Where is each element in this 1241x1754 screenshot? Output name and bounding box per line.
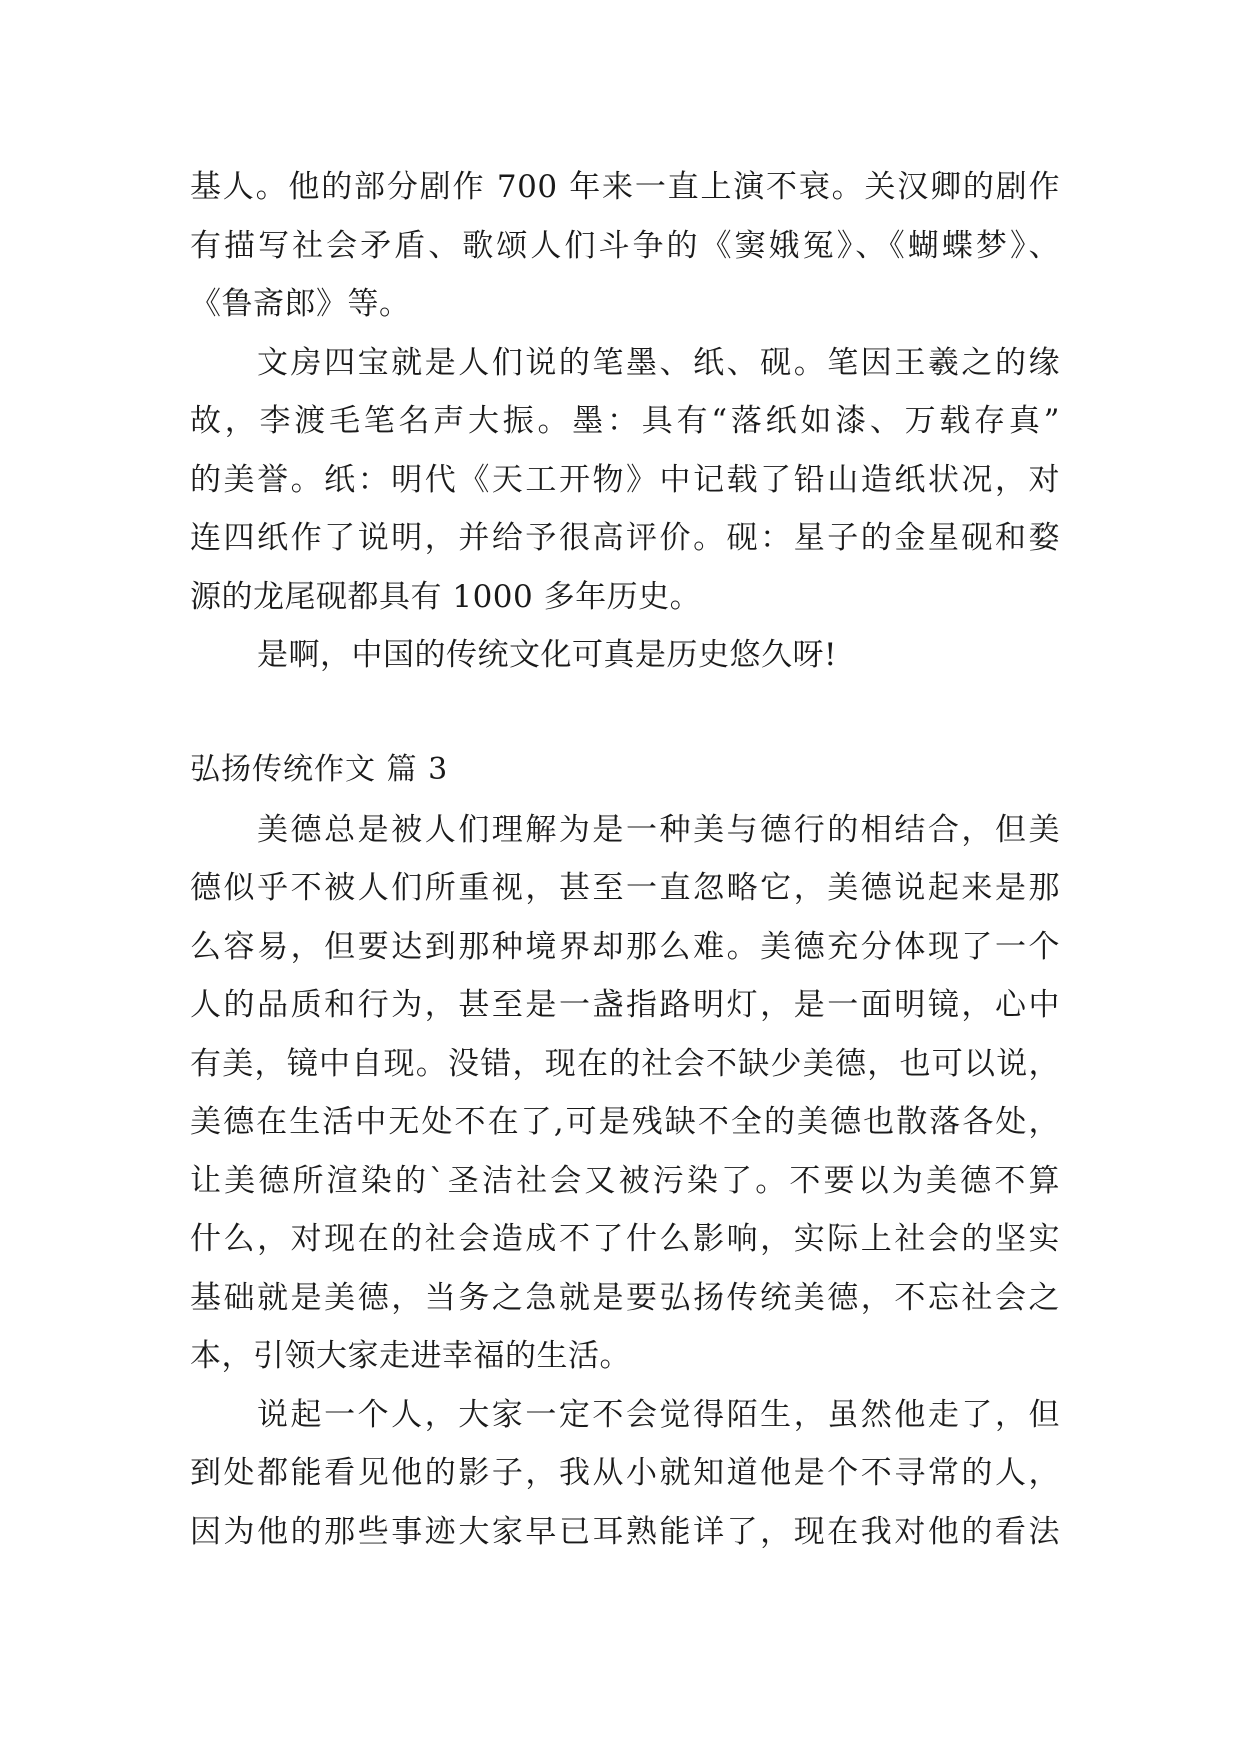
text-line: 人的品质和行为，甚至是一盏指路明灯，是一面明镜，心中 — [190, 987, 1060, 1023]
text-line: 的美誉。纸：明代《天工开物》中记载了铅山造纸状况，对 — [190, 462, 1060, 498]
text-line: 本，引领大家走进幸福的生活。 — [190, 1338, 631, 1374]
text-line: 德似乎不被人们所重视，甚至一直忽略它，美德说起来是那 — [190, 870, 1060, 906]
text-line: 故，李渡毛笔名声大振。墨：具有“落纸如漆、万载存真” — [190, 403, 1060, 439]
text-line: 《鲁斋郎》等。 — [190, 286, 411, 322]
text-line: 美德在生活中无处不在了,可是残缺不全的美德也散落各处， — [190, 1104, 1060, 1140]
text-line: 让美德所渲染的`圣洁社会又被污染了。不要以为美德不算 — [190, 1163, 1060, 1199]
text-line: 到处都能看见他的影子，我从小就知道他是个不寻常的人， — [190, 1455, 1060, 1491]
text-line: 文房四宝就是人们说的笔墨、纸、砚。笔因王羲之的缘 — [257, 345, 1060, 381]
text-line: 连四纸作了说明，并给予很高评价。砚：星子的金星砚和婺 — [190, 520, 1060, 556]
text-line: 基人。他的部分剧作 700 年来一直上演不衰。关汉卿的剧作 — [190, 169, 1060, 205]
text-line: 有美，镜中自现。没错，现在的社会不缺少美德，也可以说， — [190, 1046, 1060, 1082]
text-line: 美德总是被人们理解为是一种美与德行的相结合，但美 — [257, 812, 1060, 848]
text-line: 基础就是美德，当务之急就是要弘扬传统美德，不忘社会之 — [190, 1280, 1060, 1316]
section-heading: 弘扬传统作文 篇 3 — [190, 752, 449, 787]
text-line: 是啊，中国的传统文化可真是历史悠久呀! — [257, 637, 837, 673]
text-line: 说起一个人，大家一定不会觉得陌生，虽然他走了，但 — [257, 1397, 1060, 1433]
text-line: 什么，对现在的社会造成不了什么影响，实际上社会的坚实 — [190, 1221, 1060, 1257]
text-line: 因为他的那些事迹大家早已耳熟能详了，现在我对他的看法 — [190, 1514, 1060, 1550]
text-line: 有描写社会矛盾、歌颂人们斗争的《窦娥冤》、《蝴蝶梦》、 — [190, 228, 1060, 264]
text-line: 么容易，但要达到那种境界却那么难。美德充分体现了一个 — [190, 929, 1060, 965]
text-line: 源的龙尾砚都具有 1000 多年历史。 — [190, 579, 702, 615]
